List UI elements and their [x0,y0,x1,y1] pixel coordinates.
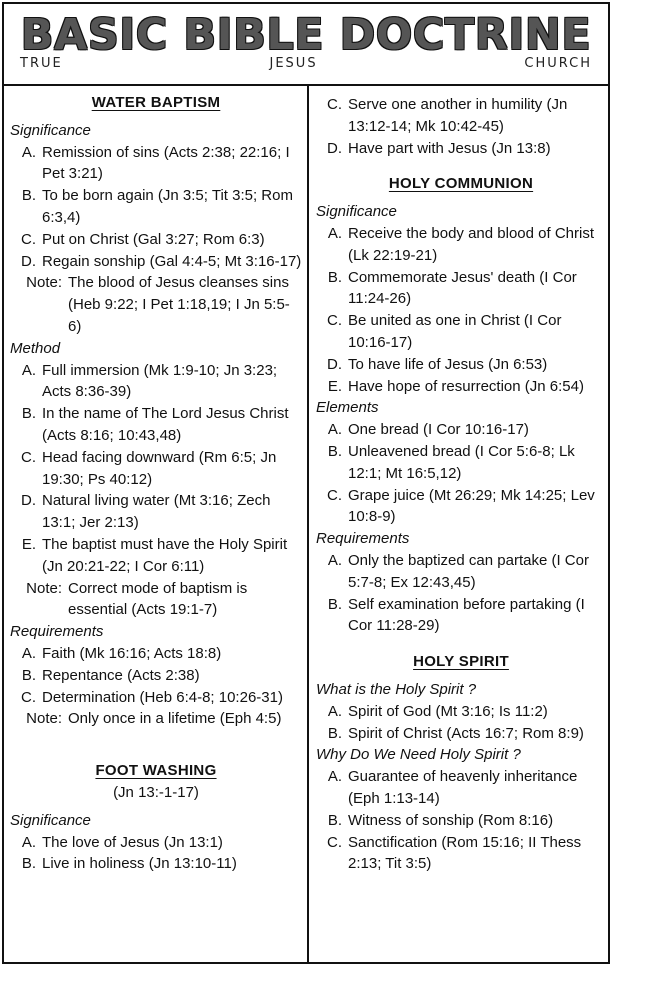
list-item [316,832,606,876]
note-item [10,578,302,622]
item-text: Self examination before partaking (I Cor 11:28-29) [348,595,585,635]
section-heading-holy-communion: HOLY COMMUNION [388,175,534,193]
subtitle-word-true: TRUE [20,56,63,71]
item-label: A. [327,421,342,439]
item-text: Sanctification (Rom 15:16; II Thess 2:13; Tit 3:5) [348,833,582,873]
item-text: To be born again (Jn 3:5; Tit 3:5; Rom 6:3,4) [42,187,293,226]
list-item [316,810,606,832]
foot-washing-significance-list [10,832,302,876]
list-item [316,267,606,311]
page-title: BASIC BIBLE DOCTRINE [20,10,592,60]
item-text: One bread (I Cor 10:16-17) [348,421,529,439]
water-baptism-significance-list [10,142,302,338]
holy-spirit-what-list [316,701,606,745]
item-label: A. [21,361,36,379]
item-label: B. [327,442,342,460]
item-text: Guarantee of heavenly inheritance (Eph 1:13-14) [348,768,578,807]
item-label: E. [21,535,36,553]
item-text: Only once in a lifetime (Eph 4:5) [68,710,282,728]
item-text: Put on Christ (Gal 3:27; Rom 6:3) [42,230,265,248]
item-text: Head facing downward (Rm 6:5; Jn 19:30; Ps 40:12) [42,448,277,488]
item-text: Faith (Mk 16:16; Acts 18:8) [42,644,222,662]
item-label: C. [327,833,342,851]
item-text: Regain sonship (Gal 4:4-5; Mt 3:16-17) [42,252,302,270]
list-item [316,766,606,810]
item-label: D. [327,355,342,373]
water-baptism-method-list [10,360,302,622]
item-text: Repentance (Acts 2:38) [42,666,200,684]
list-item [10,832,302,854]
list-item [316,419,606,441]
subheading-why-need-holy-spirit: Why Do We Need Holy Spirit ? [316,746,521,764]
list-item [316,310,606,354]
subheading-method: Method [10,339,61,357]
list-item [10,643,302,665]
item-text: Unleavened bread (I Cor 5:6-8; Lk 12:1; Mt 16:5,12) [348,442,575,482]
item-label: C. [327,486,342,504]
item-text: Grape juice (Mt 26:29; Mk 14:25; Lev 10:8-9) [348,486,595,526]
list-item [10,142,302,186]
item-text: Spirit of Christ (Acts 16:7; Rom 8:9) [348,724,584,742]
water-baptism-requirements-list [10,643,302,730]
list-item [10,853,302,875]
item-text: In the name of The Lord Jesus Christ (Acts 8:16; 10:43,48) [42,405,289,444]
note-item [10,272,302,337]
item-label: B. [21,666,36,684]
masthead [4,4,608,86]
list-item [316,441,606,485]
holy-communion-requirements-list [316,550,606,637]
list-item [10,251,302,273]
item-text: Serve one another in humility (Jn 13:12-14; Mk 10:42-45) [348,96,568,135]
subheading-elements: Elements [316,399,379,417]
list-item [10,490,302,534]
list-item [316,376,606,398]
left-column [10,92,302,875]
list-item [316,354,606,376]
item-label: B. [327,595,342,613]
item-label: C. [21,230,36,248]
item-label: A. [327,768,342,786]
list-item [10,687,302,709]
list-item [316,94,606,138]
foot-washing-significance-list-continued [316,94,606,159]
item-label: D. [21,252,36,270]
section-heading-foot-washing: FOOT WASHING [95,762,217,780]
item-label: A. [21,143,36,161]
item-label: B. [327,268,342,286]
item-text: Only the baptized can partake (I Cor 5:7-8; Ex 12:43,45) [348,551,589,591]
list-item [316,723,606,745]
item-label: C. [327,96,342,113]
list-item [316,485,606,529]
item-label: B. [21,855,36,873]
list-item [10,403,302,447]
item-label: B. [327,811,342,829]
subheading-what-is-holy-spirit: What is the Holy Spirit ? [316,680,477,698]
subheading-requirements: Requirements [316,530,410,548]
item-label: A. [21,833,36,851]
item-text: Natural living water (Mt 3:16; Zech 13:1; Jer 2:13) [42,492,271,532]
item-label: Note: [26,274,62,292]
item-label: B. [21,187,36,205]
list-item [10,447,302,491]
section-heading-holy-spirit: HOLY SPIRIT [413,653,509,671]
document-frame [2,2,610,964]
item-text: The blood of Jesus cleanses sins (Heb 9:22; I Pet 1:18,19; I Jn 5:5-6) [68,274,290,335]
item-label: C. [327,312,342,330]
list-item [316,138,606,160]
item-label: A. [327,224,342,242]
list-item [316,701,606,723]
item-label: A. [327,702,342,720]
item-label: C. [21,688,36,706]
item-text: Commemorate Jesus' death (I Cor 11:24-26) [348,268,577,308]
item-label: A. [327,551,342,569]
list-item [316,223,606,267]
subtitle-word-jesus: JESUS [269,56,318,71]
subheading-significance: Significance [10,121,91,139]
item-text: Determination (Heb 6:4-8; 10:26-31) [42,688,283,706]
item-text: Full immersion (Mk 1:9-10; Jn 3:23; Acts 8:36-39) [42,361,278,401]
item-text: Have hope of resurrection (Jn 6:54) [348,377,584,395]
item-text: Receive the body and blood of Christ (Lk 22:19-21) [348,224,594,264]
holy-spirit-why-list [316,766,606,875]
list-item [316,594,606,638]
item-text: Witness of sonship (Rom 8:16) [348,811,554,829]
subheading-requirements: Requirements [10,623,104,641]
item-label: E. [327,377,342,395]
item-text: Spirit of God (Mt 3:16; Is 11:2) [348,702,548,720]
column-divider [307,84,309,962]
note-item [10,708,302,730]
subtitle-word-church: CHURCH [524,56,592,71]
list-item [10,360,302,404]
list-item [10,229,302,251]
item-label: C. [21,448,36,466]
item-label: Note: [26,710,62,728]
list-item [10,665,302,687]
item-text: Be united as one in Christ (I Cor 10:16-17) [348,312,562,351]
list-item [10,185,302,229]
item-text: The baptist must have the Holy Spirit (Jn 20:21-22; I Cor 6:11) [42,535,288,575]
right-column [316,94,606,875]
item-text: The love of Jesus (Jn 13:1) [42,833,223,851]
item-text: Have part with Jesus (Jn 13:8) [348,139,551,157]
item-label: D. [327,139,342,157]
item-text: Remission of sins (Acts 2:38; 22:16; I Pet 3:21) [42,143,290,183]
item-label: B. [327,724,342,742]
holy-communion-significance-list [316,223,606,397]
holy-communion-elements-list [316,419,606,528]
subheading-significance: Significance [316,203,397,221]
item-text: Correct mode of baptism is essential (Acts 19:1-7) [68,579,248,619]
foot-washing-reference: (Jn 13:-1-17) [113,783,199,801]
item-text: Live in holiness (Jn 13:10-11) [42,855,237,873]
list-item [10,534,302,578]
item-label: A. [21,644,36,662]
item-label: Note: [26,579,62,597]
section-heading-water-baptism: WATER BAPTISM [91,94,221,111]
item-label: D. [21,492,36,510]
item-text: To have life of Jesus (Jn 6:53) [348,355,548,373]
list-item [316,550,606,594]
church-name-subtitle [20,56,592,72]
subheading-significance: Significance [10,811,91,829]
item-label: B. [21,405,36,423]
